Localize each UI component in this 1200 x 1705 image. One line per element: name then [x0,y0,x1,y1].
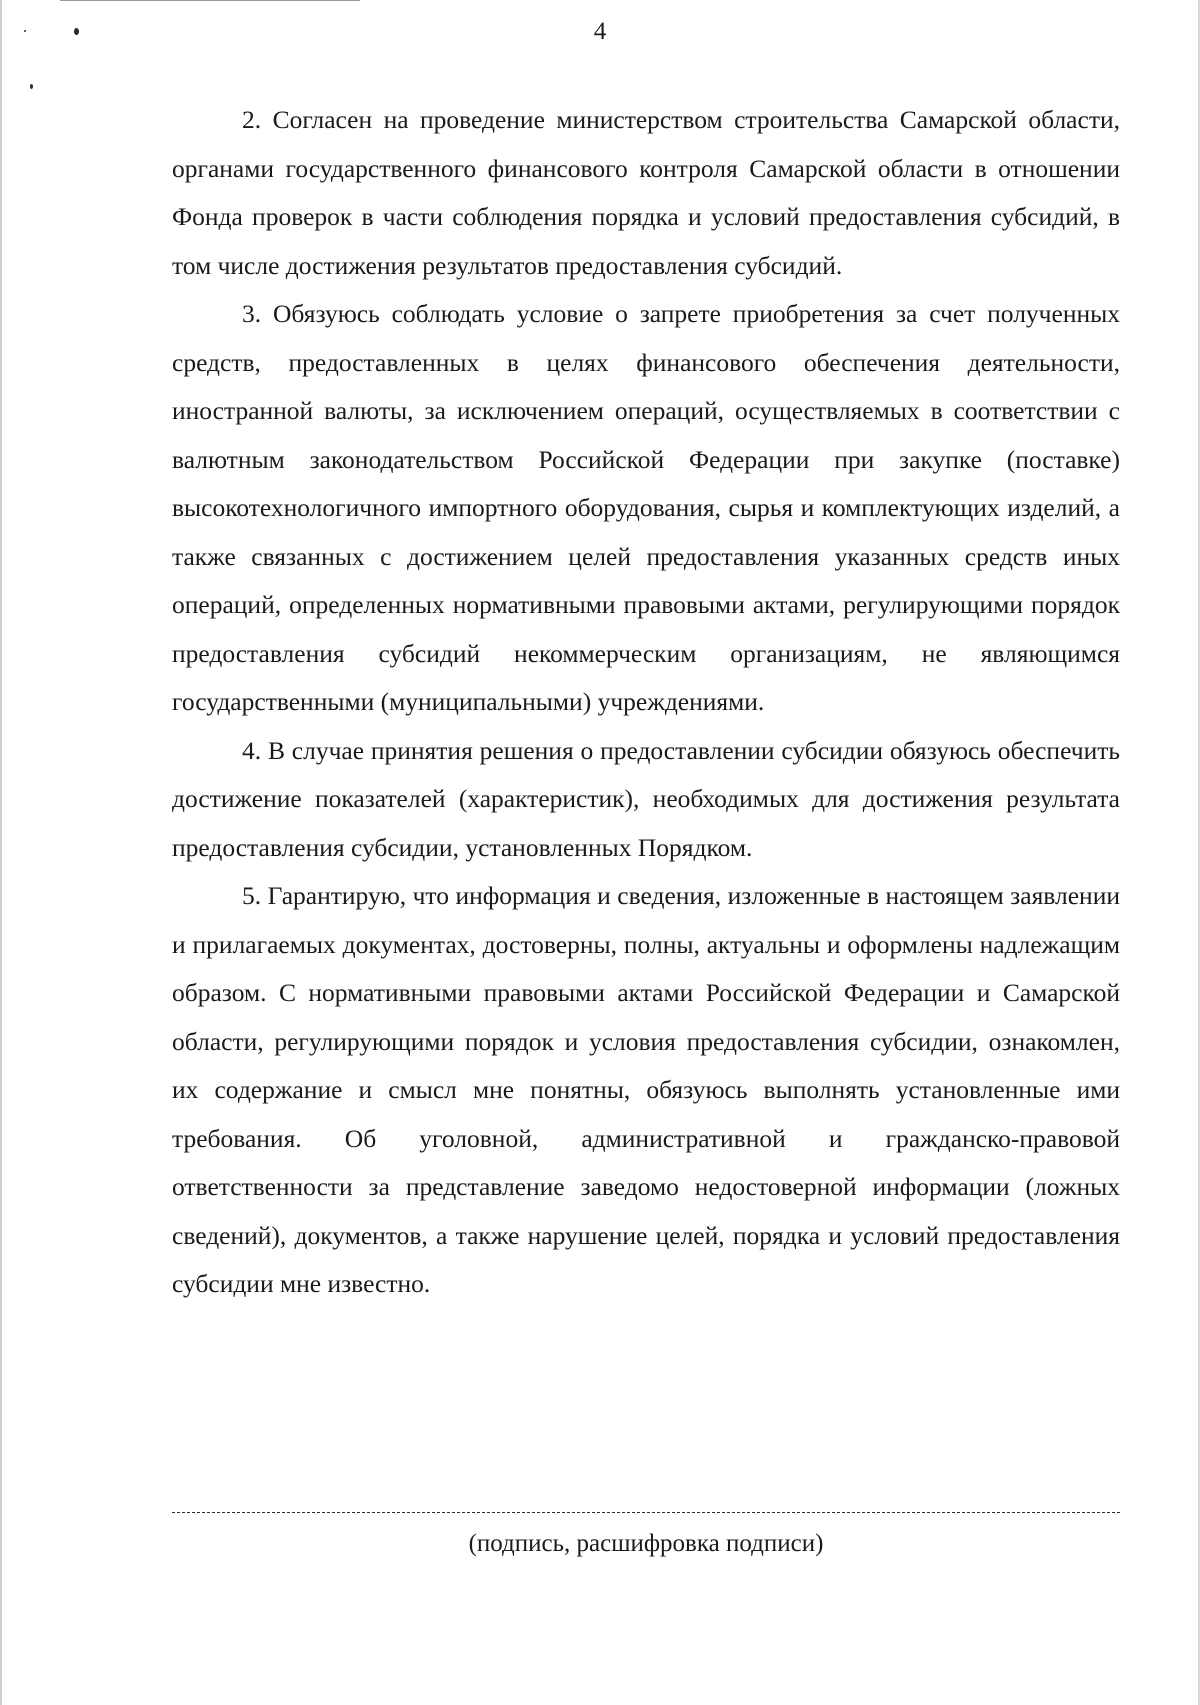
paragraph-3: 3. Обязуюсь соблюдать условие о запрете приобретения за счет полученных средств, предоставленных в целях финансового обеспечения деятельности, иностранной валюты, за исключением операций, осуществляемых в соответствии с валютным законодательством Российской Федерации при закупке (поставке) высокотехнологичного импортного оборудования, сырья и комплектующих изделий, а также связанных с достижением целей предоставления указанных средств иных операций, определенных нормативными правовыми актами, регулирующими порядок предоставления субсидий некоммерческим организациям, не являющимся государственными (муниципальными) учреждениями. [172,299,1120,716]
signature-line [172,1512,1120,1513]
paragraph-5: 5. Гарантирую, что информация и сведения, изложенные в настоящем заявлении и прилагаемых документах, достоверны, полны, актуальны и оформлены надлежащим образом. С нормативными правовыми актами Российской Федерации и Самарской области, регулирующими порядок и условия предоставления субсидии, ознакомлен, их содержание и смысл мне понятны, обязуюсь выполнять установленные ими требования. Об уголовной, административной и гражданско-правовой ответственности за представление заведомо недостоверной информации (ложных сведений), документов, а также нарушение целей, порядка и условий предоставления субсидии мне известно. [172,881,1120,1298]
scan-edge-left [0,0,2,1705]
paragraph-2: 2. Согласен на проведение министерством строительства Самарской области, органами государственного финансового контроля Самарской области в отношении Фонда проверок в части соблюдения порядка и условий предоставления субсидий, в том числе достижения результатов предоставления субсидий. [172,105,1120,280]
page-number: 4 [593,18,607,45]
scan-speck [30,84,33,89]
paragraph-4: 4. В случае принятия решения о предоставлении субсидии обязуюсь обеспечить достижение показателей (характеристик), необходимых для достижения результата предоставления субсидии, установленных Порядком. [172,735,1120,862]
signature-caption: (подпись, расшифровка подписи) [468,1530,824,1557]
document-body [172,96,1120,1309]
scan-artifact-line [60,0,360,1]
